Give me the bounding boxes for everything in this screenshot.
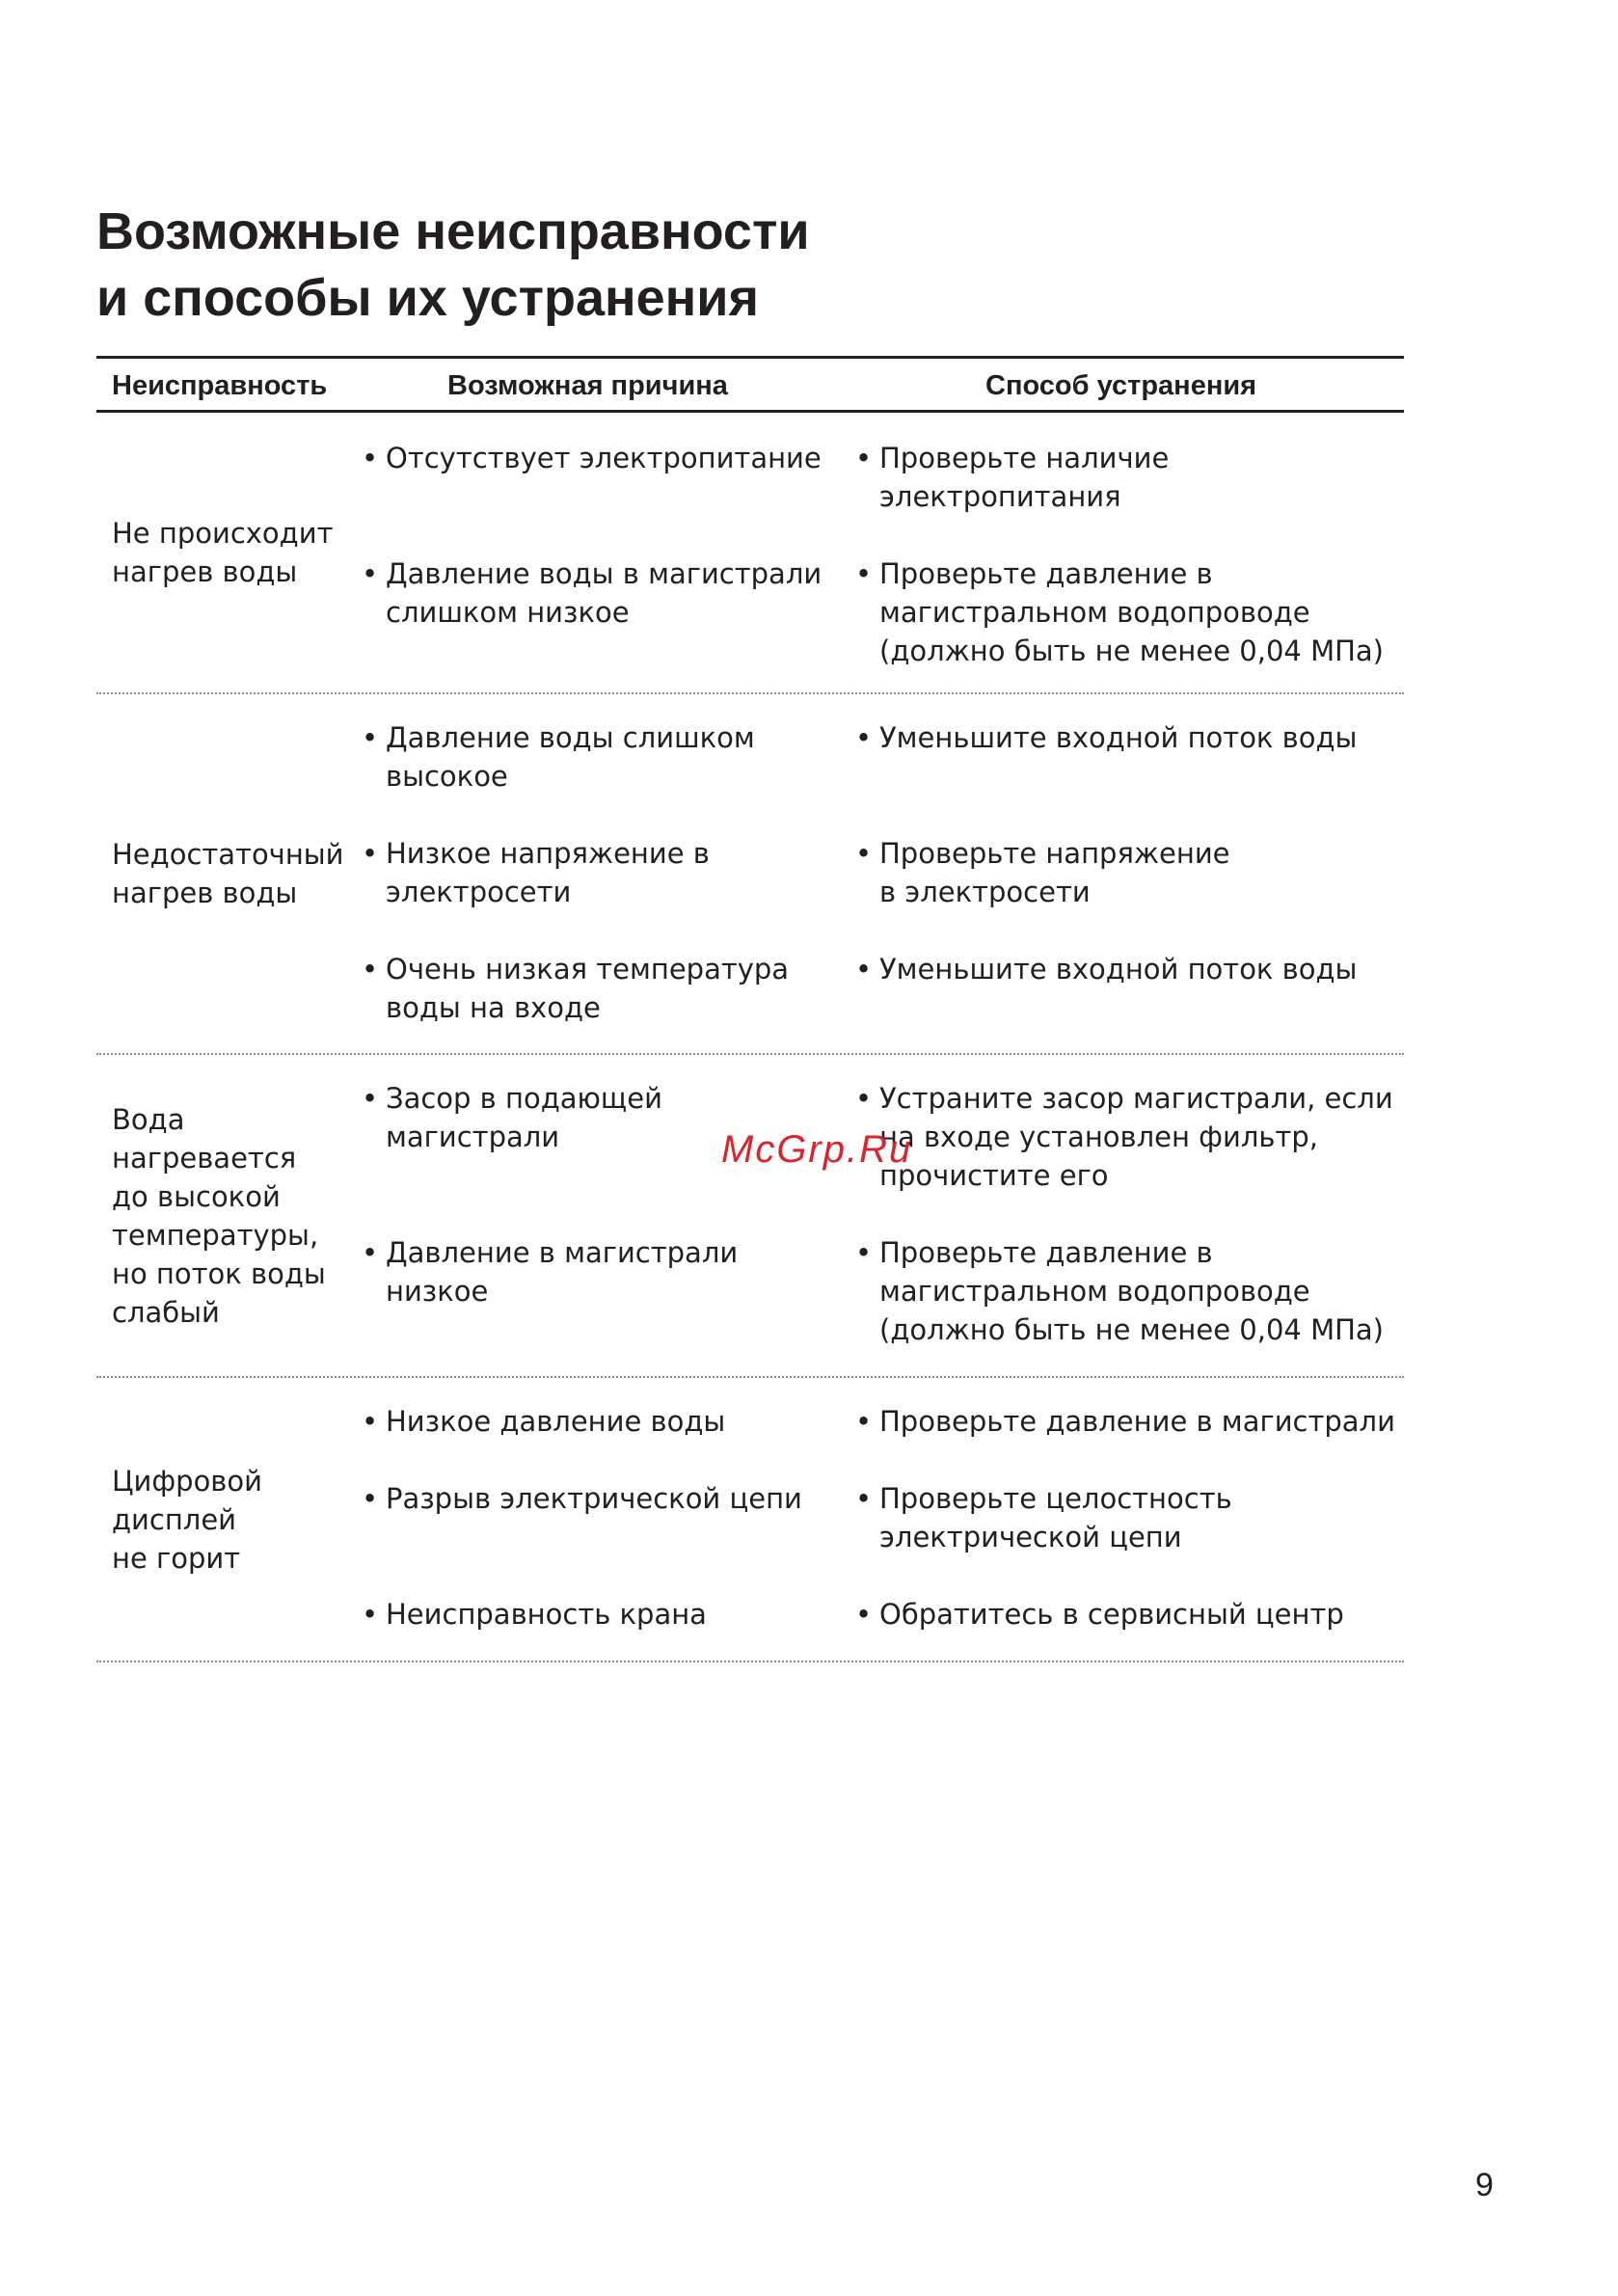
fault-cell: Не происходит нагрев воды: [112, 517, 334, 588]
header-cause: Возможная причина: [447, 370, 728, 401]
cause-item: • Давление в магистрали низкое: [362, 1233, 855, 1349]
cause-item: • Давление воды слишком высокое: [362, 718, 855, 834]
cause-item: • Засор в подающей магистрали: [362, 1079, 855, 1233]
fault-cell: Недостаточный нагрев воды: [112, 838, 344, 909]
page-title-line-1: Возможные неисправности: [96, 203, 810, 260]
remedy-item: • Проверьте давление в магистрали: [855, 1402, 1404, 1479]
table-row: [96, 413, 1404, 694]
table-row: [96, 1055, 1404, 1378]
fault-cell: Цифровой дисплей не горит: [112, 1464, 262, 1575]
remedy-item: • Проверьте напряжение в электросети: [855, 834, 1404, 950]
remedy-item: • Обратитесь в сервисный центр: [855, 1595, 1404, 1634]
table-row: [96, 1378, 1404, 1662]
table-header: [96, 359, 1404, 410]
header-fault: Неисправность: [112, 370, 328, 401]
cause-item: • Неисправность крана: [362, 1595, 855, 1634]
page-number: 9: [1475, 2167, 1494, 2203]
cause-item: • Отсутствует электропитание: [362, 439, 855, 554]
fault-cell: Вода нагревается до высокой температуры, но поток воды слабый: [112, 1102, 326, 1329]
header-remedy: Способ устранения: [985, 370, 1257, 401]
cause-item: • Низкое давление воды: [362, 1402, 855, 1479]
cause-item: • Очень низкая температура воды на входе: [362, 950, 855, 1027]
cause-item: • Низкое напряжение в электросети: [362, 834, 855, 950]
cause-item: • Разрыв электрической цепи: [362, 1479, 855, 1595]
remedy-item: • Уменьшите входной поток воды: [855, 950, 1404, 1027]
remedy-item: • Проверьте давление в магистральном водопроводе (должно быть не менее 0,04 МПа): [855, 554, 1404, 670]
table-row: [96, 694, 1404, 1055]
cause-item: • Давление воды в магистрали слишком низкое: [362, 554, 855, 670]
troubleshooting-table: [96, 356, 1404, 1662]
remedy-item: • Проверьте целостность электрической цепи: [855, 1479, 1404, 1595]
page-title-line-2: и способы их устранения: [96, 269, 759, 327]
remedy-item: • Проверьте давление в магистральном водопроводе (должно быть не менее 0,04 МПа): [855, 1233, 1404, 1349]
page-title: [96, 199, 810, 332]
watermark: McGrp.Ru: [721, 1128, 913, 1171]
remedy-item: • Уменьшите входной поток воды: [855, 718, 1404, 834]
remedy-item: • Проверьте наличие электропитания: [855, 439, 1404, 554]
remedy-item: • Устраните засор магистрали, если на входе установлен фильтр, прочистите его: [855, 1079, 1404, 1233]
